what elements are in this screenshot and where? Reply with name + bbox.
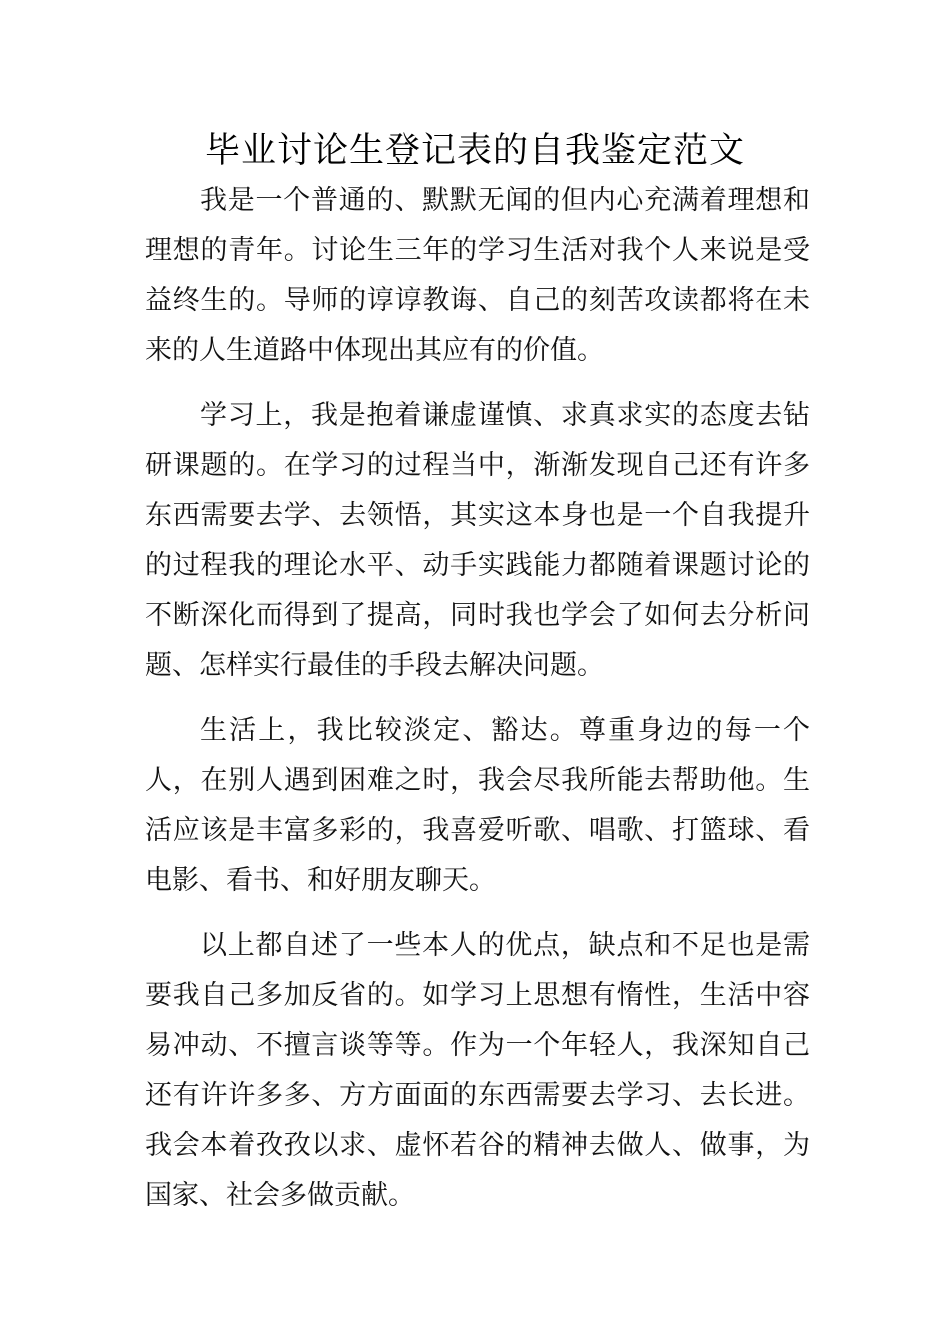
paragraph-reflection: 以上都自述了一些本人的优点，缺点和不足也是需要我自己多加反省的。如学习上思想有惰性，生活中容易冲动、不擅言谈等等。作为一个年轻人，我深知自己还有许许多多、方方面面的东西需要去学习、去长进。我会本着孜孜以求、虚怀若谷的精神去做人、做事，为国家、社会多做贡献。 <box>145 930 810 1211</box>
document-title: 毕业讨论生登记表的自我鉴定范文 <box>204 131 745 171</box>
paragraph-life: 生活上，我比较淡定、豁达。尊重身边的每一个人，在别人遇到困难之时，我会尽我所能去帮助他。生活应该是丰富多彩的，我喜爱听歌、唱歌、打篮球、看电影、看书、和好朋友聊天。 <box>145 715 810 896</box>
paragraph-intro: 我是一个普通的、默默无闻的但内心充满着理想和理想的青年。讨论生三年的学习生活对我个人来说是受益终生的。导师的谆谆教诲、自己的刻苦攻读都将在未来的人生道路中体现出其应有的价值。 <box>145 185 810 366</box>
paragraph-study: 学习上，我是抱着谦虚谨慎、求真求实的态度去钻研课题的。在学习的过程当中，渐渐发现自己还有许多东西需要去学、去领悟，其实这本身也是一个自我提升的过程我的理论水平、动手实践能力都随着课题讨论的不断深化而得到了提高，同时我也学会了如何去分析问题、怎样实行最佳的手段去解决问题。 <box>145 400 810 681</box>
document-body <box>145 176 810 1236</box>
